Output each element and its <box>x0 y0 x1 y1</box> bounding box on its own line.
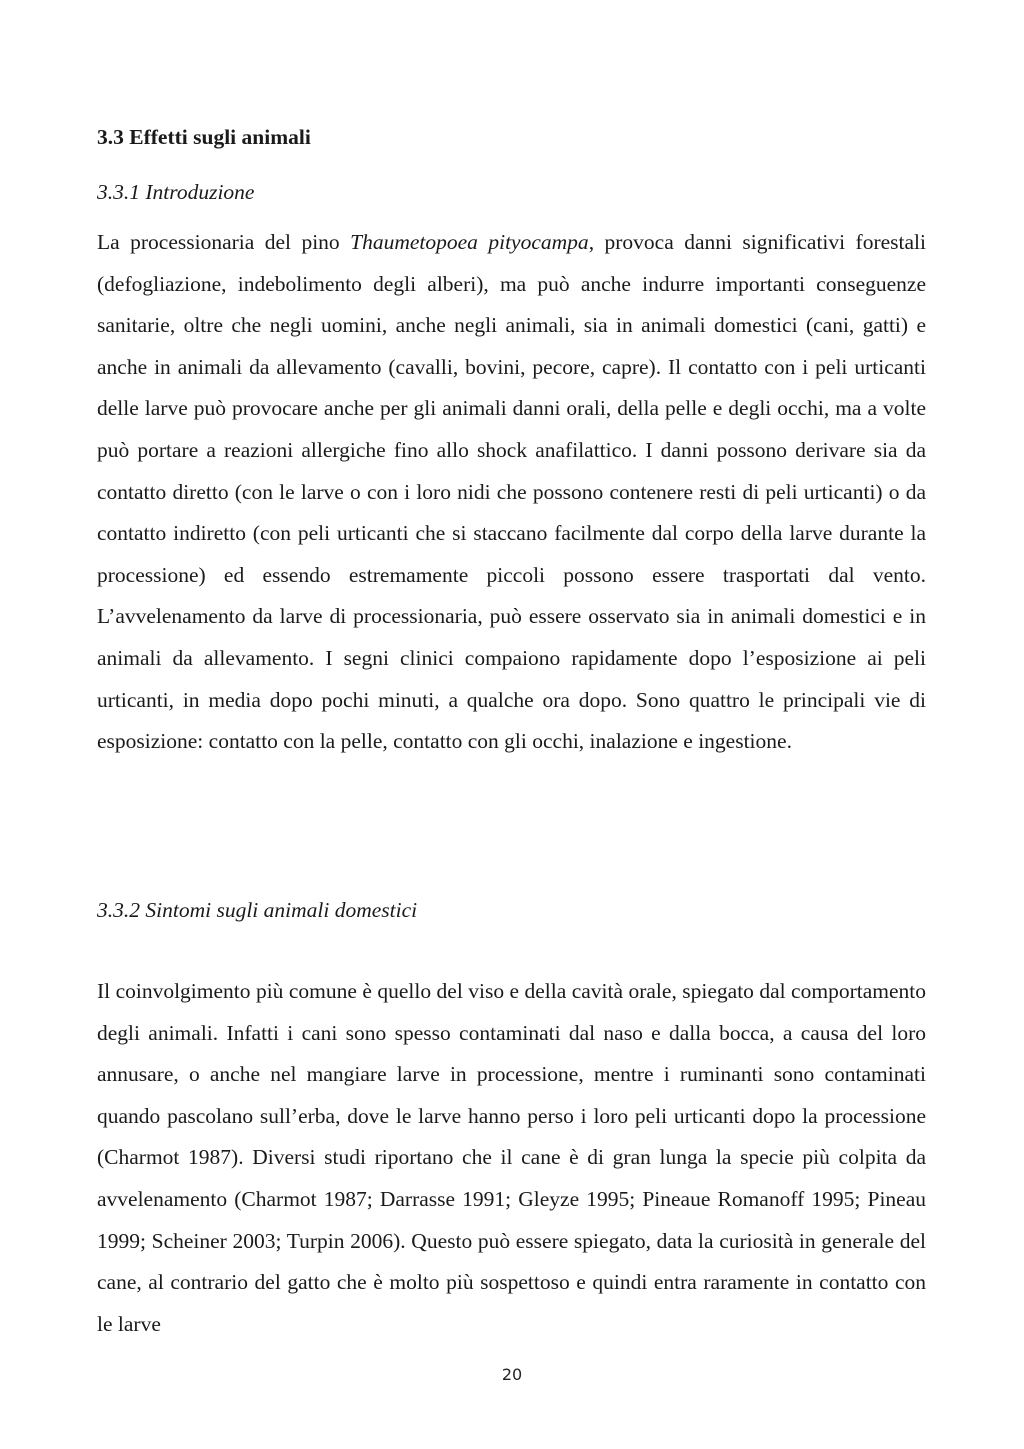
paragraph-text: La processionaria del pino <box>97 230 351 254</box>
paragraph-sintomi: Il coinvolgimento più comune è quello del viso e della cavità orale, spiegato dal comportamento degli animali. Infatti i cani sono spesso contaminati dal naso e dalla bocca, a causa del loro annusare, o anche nel mangiare larve in processione, mentre i ruminanti sono contaminati quando pascolano sull’erba, dove le larve hanno perso i loro peli urticanti dopo la processione (Charmot 1987). Diversi studi riportano che il cane è di gran lunga la specie più colpita da avvelenamento (Charmot 1987; Darrasse 1991; Gleyze 1995; Pineaue Romanoff 1995; Pineau 1999; Scheiner 2003; Turpin 2006). Questo può essere spiegato, data la curiosità in generale del cane, al contrario del gatto che è molto più sospettoso e quindi entra raramente in contatto con le larve <box>97 979 926 1336</box>
paragraph-introduzione <box>97 222 926 763</box>
paragraph-text: , provoca danni significativi forestali (defogliazione, indebolimento degli alberi), ma può anche indurre importanti conseguenze sanitarie, oltre che negli uomini, anche negli animali, sia in animali domestici (cani, gatti) e anche in animali da allevamento (cavalli, bovini, pecore, capre). Il contatto con i peli urticanti delle larve può provocare anche per gli animali danni orali, della pelle e degli occhi, ma a volte può portare a reazioni allergiche fino allo shock anafilattico. I danni possono derivare sia da contatto diretto (con le larve o con i loro nidi che possono contenere resti di peli urticanti) o da contatto indiretto (con peli urticanti che si staccano facilmente dal corpo della larve durante la processione) ed essendo estremamente piccoli possono essere trasportati dal vento. L’avvelenamento da larve di processionaria, può essere osservato sia in animali domestici e in animali da allevamento. I segni clinici compaiono rapidamente dopo l’esposizione ai peli urticanti, in media dopo pochi minuti, a qualche ora dopo. Sono quattro le principali vie di esposizione: contatto con la pelle, contatto con gli occhi, inalazione e ingestione. <box>97 230 927 754</box>
species-name: Thaumetopoea pityocampa <box>350 230 589 254</box>
subsection-title-sintomi: 3.3.2 Sintomi sugli animali domestici <box>97 898 418 922</box>
section-title: 3.3 Effetti sugli animali <box>97 125 311 149</box>
page-number: 20 <box>501 1365 523 1384</box>
subsection-title-introduzione: 3.3.1 Introduzione <box>97 180 255 204</box>
